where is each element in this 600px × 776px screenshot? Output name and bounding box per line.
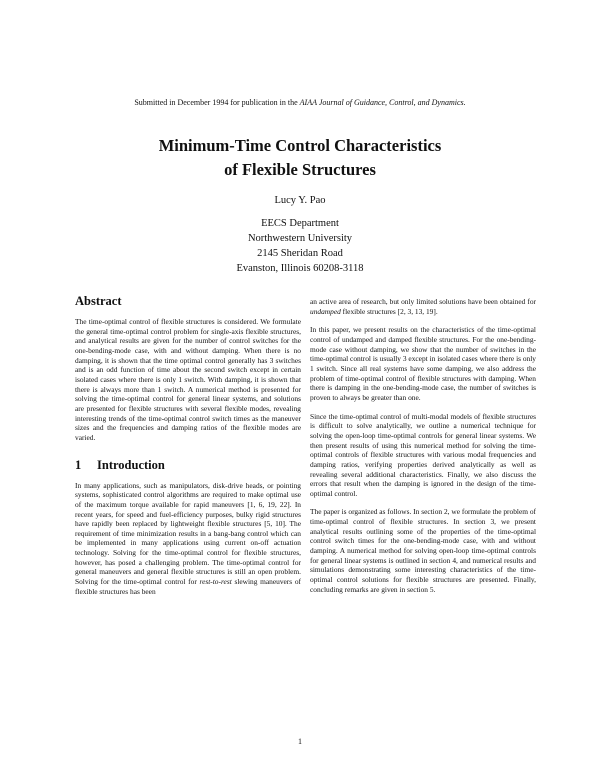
submission-note [0, 98, 600, 108]
right-p0-tail: flexible structures [2, 3, 13, 19]. [342, 306, 438, 316]
right-paragraph-2: Since the time-optimal control of multi-modal models of flexible structures is difficult to solve analytically, we outline a numerical technique for solving the open-loop time-optimal controls for general linear systems. We then present results of using this numerical method for solving the time-optimal controls of flexible structures with various modal frequencies and damping ratios, verifying properties derived analytically as well as revealing several additional characteristics. Finally, we also discuss the errors that result when the damping is ignored in the design of the time-optimal control. [310, 411, 536, 498]
affiliation-dept: EECS Department [261, 218, 339, 229]
right-paragraph-0 [310, 297, 536, 316]
intro-paragraph-1 [75, 481, 301, 597]
intro-text-a: In many applications, such as manipulators, disk-drive heads, or pointing systems, sophisticated control algorithms are required to make optimal use of the maximum torque available for rapid maneuvers [1, 6, 19, 22]. In recent years, for speed and fuel-efficiency purposes, bulky rigid structures have rapidly been replaced by lightweight flexible structures [5, 10]. The requirement of time minimization results in a bang-bang control which can be implemented in many applications using current on-off actuation technology. Solving for the time-optimal control for flexible structures, however, has posed a challenging problem. The time-optimal control for general maneuvers and general flexible structures is still an open problem. Solving for the time-optimal control for [75, 480, 301, 587]
title-line-1: Minimum-Time Control Characteristics [158, 136, 442, 155]
author-name: Lucy Y. Pao [274, 195, 326, 206]
right-p0-italic: undamped [310, 306, 341, 316]
author-block [0, 193, 600, 276]
title-line-2: of Flexible Structures [224, 160, 376, 179]
intro-number: 1 [75, 457, 82, 472]
abstract-heading: Abstract [75, 294, 122, 308]
left-column [75, 293, 301, 605]
intro-text-italic: rest-to-rest [199, 577, 232, 587]
intro-title: Introduction [97, 457, 165, 472]
right-column [310, 297, 536, 603]
affiliation-street: 2145 Sheridan Road [257, 248, 343, 259]
affiliation-university: Northwestern University [247, 233, 353, 244]
paper-title [0, 134, 600, 182]
intro-heading [75, 457, 301, 473]
abstract-text: The time-optimal control of flexible structures is considered. We formulate the general time-optimal control problem for single-axis flexible structures, and analytical results are given for the number of control switches for the one-bending-mode case, with and without damping. When there is no damping, it is shown that the time optimal control generally has 3 switches and is an odd function of time about the second switch except in certain isolated cases where there is only 1 switch. With damping, it is shown that there is always more than 1 switch. A numerical method is presented for solving the time-optimal control for general linear systems, and solutions are presented for flexible structures with several flexible modes, revealing interesting trends of the time-optimal control switch times as the maneuver sizes and the frequencies and damping ratios of the flexible modes are varied. [75, 317, 301, 442]
right-p0-text: an active area of research, but only limited solutions have been obtained for [310, 297, 536, 306]
right-paragraph-1: In this paper, we present results on the characteristics of the time-optimal control of undamped and damped flexible structures. For the one-bending-mode case without damping, we show that the number of switches in the time-optimal control is usually 3 except in isolated cases where there is only 1 switch. Since all real systems have some damping, we also address the problem of time-optimal control of flexible structures with damping. When there is damping in the one-bending-mode case, the number of switches is proven to always be greater than one. [310, 325, 536, 402]
submission-prefix: Submitted in December 1994 for publication in the [134, 98, 298, 107]
right-paragraph-3: The paper is organized as follows. In section 2, we formulate the problem of time-optimal control of flexible structures. In section 3, we present analytical results outlining some of the properties of the time-optimal control switch times for the one-bending-mode case, with and without damping. A numerical method for solving open-loop time-optimal controls for general linear systems is outlined in section 4, and numerical results and simulations demonstrating some interesting characteristics of the time-optimal control solutions for flexible structures are presented. Finally, concluding remarks are given in section 5. [310, 507, 536, 594]
journal-name: AIAA Journal of Guidance, Control, and Dynamics. [299, 98, 466, 107]
intro-text-c: slewing maneuvers of flexible structures has been [75, 577, 301, 596]
page-number: 1 [298, 737, 302, 746]
affiliation-city: Evanston, Illinois 60208-3118 [236, 263, 364, 274]
